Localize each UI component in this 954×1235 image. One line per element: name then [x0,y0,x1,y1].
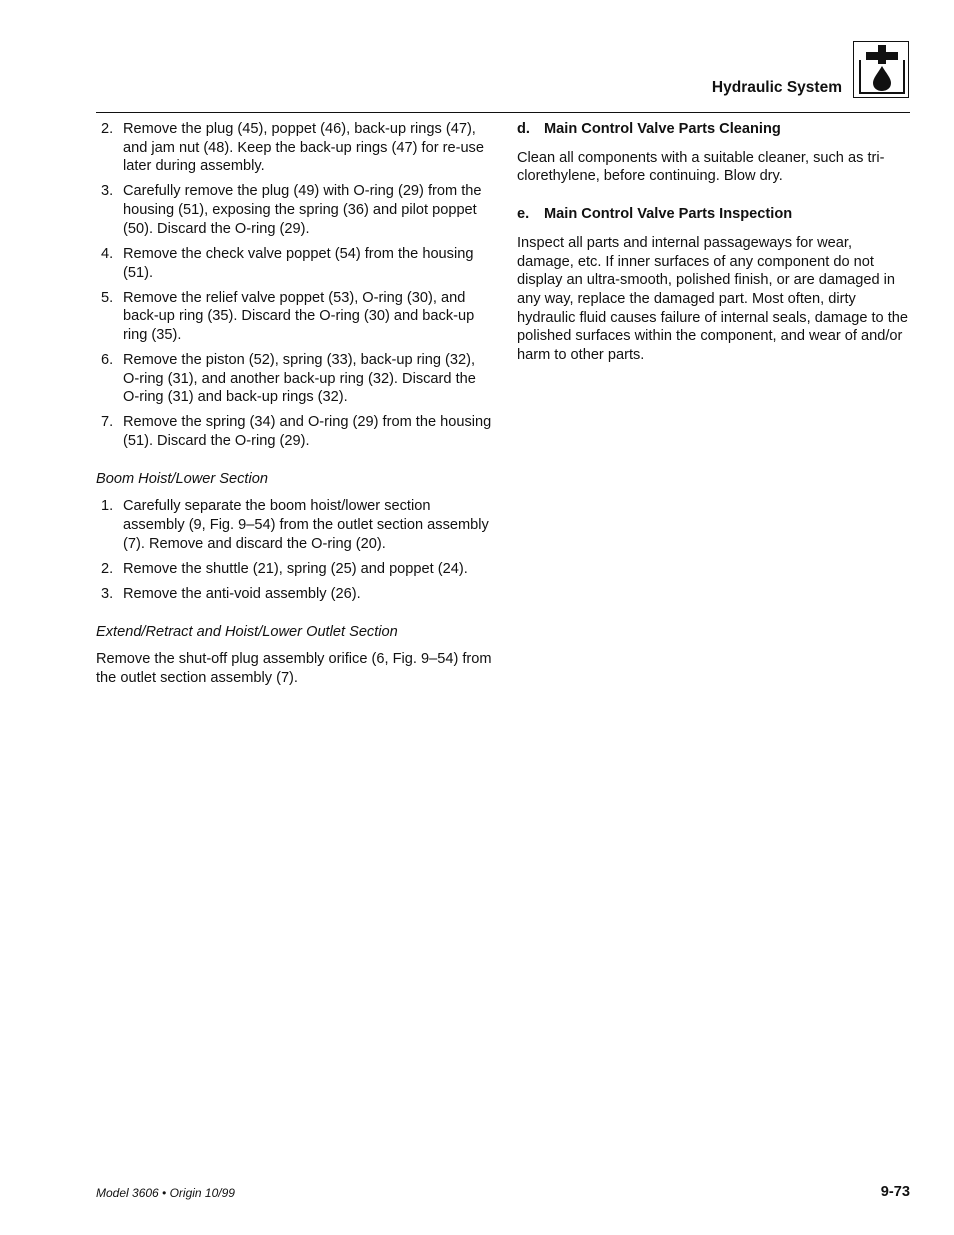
list-item: 2. Remove the plug (45), poppet (46), back-up rings (47), and jam nut (48). Keep the back-up rings (47) for re-use later during assembly. [101,121,484,175]
list-item: 1. Carefully separate the boom hoist/lower section assembly (9, Fig. 9–54) from the outlet section assembly (7). Remove and discard the O-ring (20). [101,498,489,552]
left-column [96,120,492,688]
section-title: Hydraulic System [711,79,842,96]
header-divider [96,112,910,113]
list-item: 6. Remove the piston (52), spring (33), back-up ring (32), O-ring (31), and another back-up ring (32). Discard the O-ring (31) and back-up rings (32). [101,351,476,406]
section-heading-inspection: e. Main Control Valve Parts Inspection [517,206,793,223]
section-heading-cleaning: d. Main Control Valve Parts Cleaning [517,121,781,137]
outlet-paragraph: Remove the shut-off plug assembly orifice (6, Fig. 9–54) from the outlet section assembly (7). [96,651,492,686]
subsection-heading-boom: Boom Hoist/Lower Section [96,470,268,487]
boom-steps [96,497,492,603]
list-item: 4. Remove the check valve poppet (54) from the housing (51). [101,245,474,281]
footer-model: Model 3606 • Origin 10/99 [96,1186,235,1200]
list-item: 2. Remove the shuttle (21), spring (25) and poppet (24). [101,560,468,577]
disassembly-steps [96,120,492,451]
cleaning-paragraph: Clean all components with a suitable cleaner, such as tri-clorethylene, before continuing. Blow dry. [517,149,885,185]
list-item: 7. Remove the spring (34) and O-ring (29) from the housing (51). Discard the O-ring (29). [101,414,492,450]
hydraulic-oil-drop-icon [853,41,909,98]
subsection-heading-outlet: Extend/Retract and Hoist/Lower Outlet Section [96,623,398,640]
inspection-paragraph: Inspect all parts and internal passageways for wear, damage, etc. If inner surfaces of any component do not display an ultra-smooth, polished finish, or are damaged in any way, replace the damaged part. Most often, dirty hydraulic fluid causes failure of internal seals, damage to the polished surfaces within the component, and wear of and/or harm to other parts. [517,234,909,364]
list-item: 3. Remove the anti-void assembly (26). [101,585,361,602]
list-item: 3. Carefully remove the plug (49) with O-ring (29) from the housing (51), exposing the spring (36) and pilot poppet (50). Discard the O-ring (29). [101,183,482,237]
right-column [517,120,910,365]
list-item: 5. Remove the relief valve poppet (53), O-ring (30), and back-up ring (35). Discard the O-ring (30) and back-up ring (35). [101,289,475,343]
page-number: 9-73 [880,1184,910,1200]
